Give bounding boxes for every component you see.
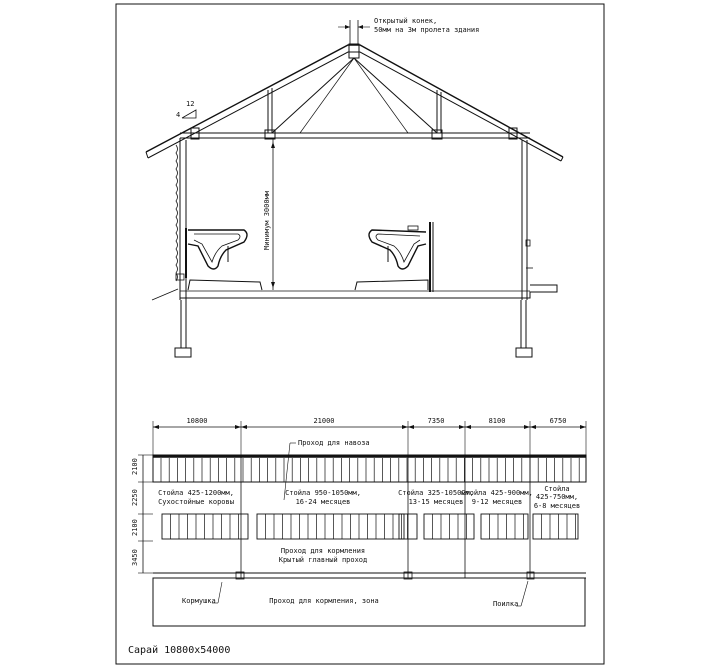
right-stall-divider (355, 222, 433, 292)
manure-alley-label: Проход для навоза (298, 439, 370, 447)
dim-7350: 7350 (427, 417, 445, 425)
roof-truss (180, 58, 530, 139)
stall-block (533, 514, 578, 539)
slope-rise: 4 (176, 111, 181, 119)
left-stall-divider (186, 228, 262, 290)
row-dimension-chain (131, 455, 153, 573)
floor-slab (180, 285, 557, 298)
row-dim-4: 3450 (131, 549, 139, 566)
row-dim-2: 2250 (131, 489, 139, 506)
row-dim-1: 2100 (131, 458, 139, 475)
stall-label-4a: Стойла 425-900мм, (461, 489, 533, 497)
stall-label-1b: Сухостойные коровы (158, 498, 234, 506)
dim-8100: 8100 (488, 417, 506, 425)
stall-block (481, 514, 528, 539)
ridge-note-line1: Открытый конек, (374, 17, 438, 25)
barn-floor-plan (131, 417, 586, 626)
stall-label-2b: 16-24 месяцев (295, 498, 351, 506)
feed-zone-label: Проход для кормления, зона (269, 597, 379, 605)
stall-block (162, 514, 248, 539)
slope-run: 12 (186, 100, 195, 108)
plan-dimension-chain (153, 417, 586, 458)
top-stall-dividers (161, 458, 579, 482)
left-footing (175, 348, 191, 357)
stall-label-3a: Стойла 325-1050мм, (398, 489, 474, 497)
stall-label-5c: 6-8 месяцев (533, 502, 581, 510)
dim-10800: 10800 (186, 417, 208, 425)
stall-block (257, 514, 404, 539)
waterer-label: Поилка (493, 600, 519, 608)
min-height-note: Минимум 3000мм (263, 190, 271, 250)
row-dim-3: 2100 (131, 519, 139, 536)
barn-cross-section (146, 17, 563, 357)
stall-label-3b: 13-15 месяцев (408, 498, 464, 506)
feed-alley-label-1: Проход для кормления (280, 547, 366, 555)
feed-alley-label-2: Крытый главный проход (278, 556, 368, 564)
stall-label-5b: 425-750мм, (535, 493, 579, 501)
middle-stall-row (162, 514, 578, 539)
top-stall-row (153, 455, 586, 482)
dim-6750: 6750 (549, 417, 567, 425)
wall-curtain (176, 145, 178, 281)
right-footing (516, 348, 532, 357)
feeder-label: Кормушка (182, 597, 216, 605)
roof-slope-indicator (176, 100, 196, 119)
ridge-note-line2: 50мм на 3м пролета здания (374, 26, 480, 34)
stall-label-4b: 9-12 месяцев (471, 498, 523, 506)
dim-21000: 21000 (313, 417, 335, 425)
stall-label-5a: Стойла (544, 485, 570, 493)
roof-outline (146, 45, 563, 157)
drawing-caption: Сарай 10800x54000 (128, 645, 231, 656)
stall-label-1a: Стойла 425-1200мм, (158, 489, 234, 497)
stall-label-2a: Стойла 950-1050мм, (285, 489, 361, 497)
